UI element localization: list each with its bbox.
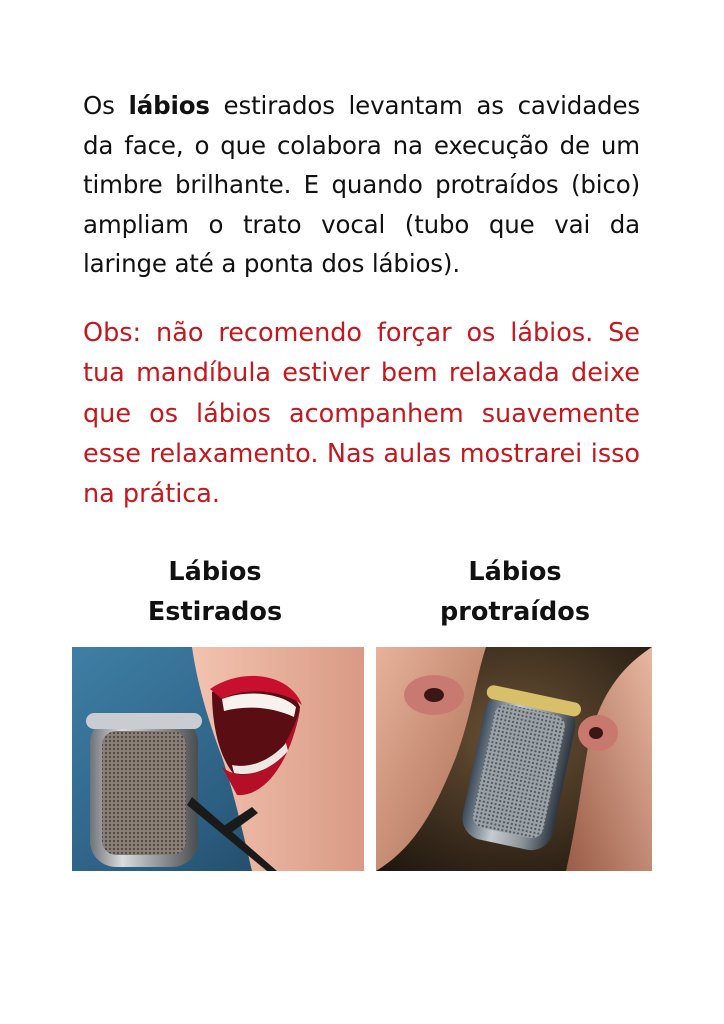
caption-right-line1: Lábios [468, 557, 562, 587]
caption-stretched-lips [95, 552, 335, 632]
intro-paragraph [83, 86, 640, 284]
photo-protruded-lips [376, 647, 652, 871]
caption-left-line2: Estirados [147, 597, 283, 627]
intro-text-start: Os [83, 91, 129, 120]
intro-text-rest: estirados levantam as cavidades da face, o que colabora na execução de um timbre brilhante. E quando protraídos (bico) ampliam o trato vocal (tubo que vai da laringe até a ponta dos lábios). [83, 91, 640, 278]
observation-note: Obs: não recomendo forçar os lábios. Se tua mandíbula estiver bem relaxada deixe que os lábios acompanhem suavemente esse relaxamento. Nas aulas mostrarei isso na prática. [83, 318, 640, 510]
photo-stretched-lips [72, 647, 364, 871]
caption-protruded-lips [395, 552, 635, 632]
protruded-lips-illustration [376, 647, 652, 871]
stretched-lips-illustration [72, 647, 364, 871]
caption-left-line1: Lábios [168, 557, 262, 587]
intro-bold-word: lábios [128, 91, 210, 120]
caption-right-line2: protraídos [439, 597, 590, 627]
